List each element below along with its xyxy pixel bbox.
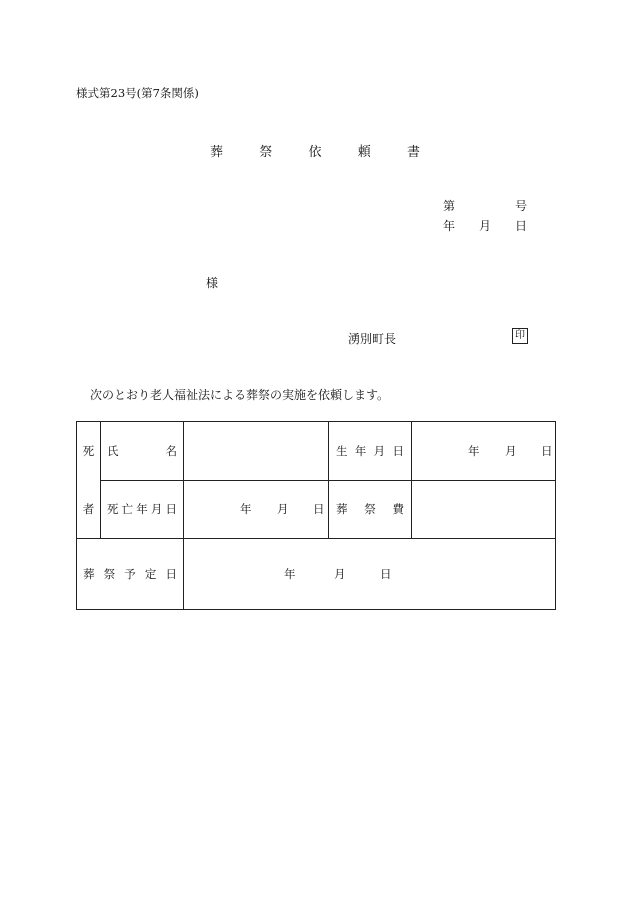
name-label xyxy=(107,422,177,480)
title-char: 葬 xyxy=(210,145,224,160)
label-char: 亡 xyxy=(121,502,134,516)
form-id: 様式第23号(第7条関係) xyxy=(76,86,199,100)
label-char: 祭 xyxy=(103,567,116,581)
label-char: 日 xyxy=(392,444,404,458)
death-day-unit: 日 xyxy=(313,502,325,516)
label-char: 葬 xyxy=(83,567,95,581)
funeral-cost-label xyxy=(336,480,404,538)
label-char: 年 xyxy=(354,444,367,458)
label-char: 祭 xyxy=(364,502,376,516)
birth-day-unit: 日 xyxy=(541,444,553,458)
label-char: 生 xyxy=(336,444,348,458)
death-year-unit: 年 xyxy=(240,502,252,516)
request-table xyxy=(76,421,556,610)
birth-month-unit: 月 xyxy=(505,444,517,458)
deceased-label-top: 死 xyxy=(82,444,95,458)
death-date-label xyxy=(107,480,177,538)
funeral-date-field[interactable] xyxy=(184,538,556,610)
date-day: 日 xyxy=(514,219,527,233)
title-char: 頼 xyxy=(357,145,371,160)
label-char: 費 xyxy=(392,502,404,516)
sender-name: 湧別町長 xyxy=(348,332,397,346)
label-char: 定 xyxy=(144,567,157,581)
document-date xyxy=(443,217,527,234)
funeral-cost-field[interactable] xyxy=(412,480,556,538)
addressee-suffix: 様 xyxy=(206,276,219,290)
label-char: 予 xyxy=(124,567,136,581)
label-char: 氏 xyxy=(107,444,119,458)
label-char: 日 xyxy=(165,502,177,516)
title-char: 書 xyxy=(406,145,420,160)
birth-date-field[interactable] xyxy=(412,422,556,480)
document-number xyxy=(443,197,527,214)
body-text: 次のとおり老人福祉法による葬祭の実施を依頼します。 xyxy=(90,388,390,402)
death-date-field[interactable] xyxy=(184,480,328,538)
title-char: 依 xyxy=(308,145,322,160)
document-title xyxy=(210,141,420,160)
plan-year-unit: 年 xyxy=(284,567,296,581)
birth-date-label xyxy=(336,422,404,480)
date-month: 月 xyxy=(478,219,491,233)
label-char: 年 xyxy=(136,502,148,516)
funeral-date-label xyxy=(83,538,177,610)
name-field[interactable] xyxy=(184,422,328,480)
label-char: 葬 xyxy=(336,502,348,516)
label-char: 月 xyxy=(150,502,163,516)
label-char: 名 xyxy=(165,444,177,458)
number-prefix: 第 xyxy=(443,199,456,213)
label-char: 日 xyxy=(165,567,177,581)
plan-month-unit: 月 xyxy=(334,567,346,581)
seal-stamp: 印 xyxy=(512,328,528,344)
plan-day-unit: 日 xyxy=(380,567,392,581)
number-suffix: 号 xyxy=(514,199,527,213)
date-year: 年 xyxy=(443,219,456,233)
label-char: 月 xyxy=(373,444,386,458)
birth-year-unit: 年 xyxy=(468,444,480,458)
label-char: 死 xyxy=(107,502,119,516)
deceased-label-bottom: 者 xyxy=(82,502,95,516)
death-month-unit: 月 xyxy=(277,502,289,516)
title-char: 祭 xyxy=(259,145,273,160)
